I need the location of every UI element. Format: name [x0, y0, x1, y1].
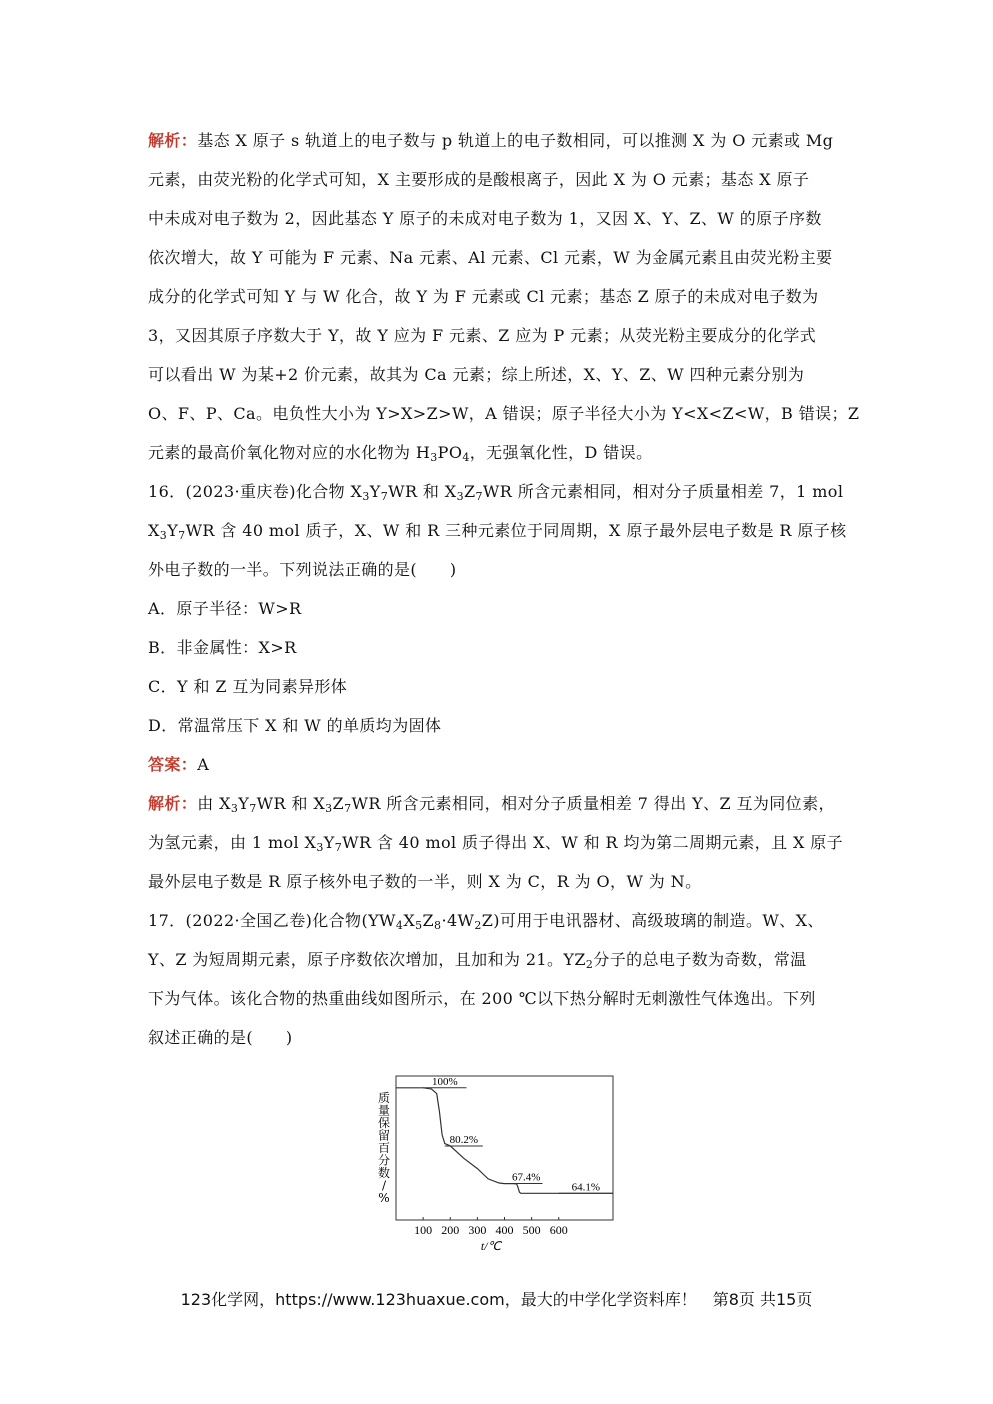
analysis-15-line-4: 依次增大，故 Y 可能为 F 元素、Na 元素、Al 元素、Cl 元素，W 为金属元素且由荧光粉主要 [148, 248, 833, 267]
analysis-15-line-1: 解析：基态 X 原子 s 轨道上的电子数与 p 轨道上的电子数相同，可以推测 X 为 O 元素或 Mg [148, 131, 834, 150]
option-c: C．Y 和 Z 互为同素异形体 [148, 677, 348, 696]
x-tick-label: 200 [441, 1223, 460, 1237]
question-17-line-2: Y、Z 为短周期元素，原子序数依次增加，且加和为 21。$YZ_2$分子的总电子数为奇数，常温 [148, 950, 807, 971]
question-16-line-1: 16．(2023·重庆卷)化合物 $X_3Y_7WR$ 和 $X_3Z_7WR$ 所含元素相同，相对分子质量相差 7，1 mol [148, 482, 844, 503]
analysis-15-line-6: 3，又因其原子序数大于 Y，故 Y 应为 F 元素、Z 应为 P 元素；从荧光粉主要成分的化学式 [148, 326, 817, 345]
analysis-16-line-2: 为氢元素，由 1 mol $X_3Y_7WR$ 含 40 mol 质子得出 X、W 和 R 均为第二周期元素，且 X 原子 [148, 833, 844, 854]
y-axis-label-char: 保 [377, 1116, 391, 1130]
analysis-15-line-3: 中未成对电子数为 2，因此基态 Y 原子的未成对电子数为 1，又因 X、Y、Z、W 的原子序数 [148, 209, 822, 228]
question-17-line-4: 叙述正确的是( ) [148, 1028, 293, 1047]
question-17-line-1: 17．(2022·全国乙卷)化合物$(YW_4X_5Z_8\cdot 4W_2Z)$可用于电讯器材、高级玻璃的制造。W、X、 [148, 911, 824, 932]
plateau-markers [423, 1076, 613, 1194]
plateau-label: 80.2% [449, 1133, 479, 1146]
x-tick-label: 400 [495, 1223, 514, 1237]
option-d: D．常温常压下 X 和 W 的单质均为固体 [148, 716, 442, 735]
y-axis-label-char: % [378, 1191, 390, 1205]
analysis-16-line-3: 最外层电子数是 R 原子核外电子数的一半，则 X 为 C，R 为 O，W 为 N。 [148, 872, 702, 891]
plot-frame [396, 1076, 613, 1220]
x-tick-label: 600 [549, 1223, 568, 1237]
analysis-16-line-1: 解析：由 $X_3Y_7WR$ 和 $X_3Z_7WR$ 所含元素相同，相对分子质量相差 7 得出 Y、Z 互为同位素， [148, 794, 835, 815]
option-a: A．原子半径：W>R [148, 599, 302, 618]
plateau-label: 100% [431, 1075, 458, 1088]
x-tick-label: 300 [468, 1223, 487, 1237]
analysis-15-line-9: 元素的最高价氧化物对应的水化物为 $H_3PO_4$，无强氧化性，D 错误。 [148, 443, 653, 464]
y-axis-label-char: 数 [377, 1166, 391, 1180]
y-axis-label-char: / [381, 1178, 387, 1193]
y-axis-label [378, 1090, 390, 1205]
plateau-label: 67.4% [511, 1171, 541, 1184]
analysis-15-line-5: 成分的化学式可知 Y 与 W 化合，故 Y 为 F 元素或 Cl 元素；基态 Z 原子的未成对电子数为 [148, 287, 819, 306]
y-axis-label-char: 质 [377, 1091, 391, 1105]
x-tick-label: 500 [522, 1223, 541, 1237]
y-axis-label-char: 分 [377, 1153, 391, 1168]
question-17-line-3: 下为气体。该化合物的热重曲线如图所示，在 200 ℃以下热分解时无刺激性气体逸出。下列 [148, 989, 816, 1008]
thermogravimetric-chart [362, 1068, 632, 1256]
option-b: B．非金属性：X>R [148, 638, 297, 657]
weight-curve [396, 1088, 613, 1194]
y-axis-label-char: 量 [377, 1103, 391, 1118]
analysis-15-line-7: 可以看出 W 为某+2 价元素，故其为 Ca 元素；综上所述，X、Y、Z、W 四种元素分别为 [148, 365, 805, 384]
page-footer: 123化学网，https://www.123huaxue.com，最大的中学化学资料库！ 第8页 共15页 [180, 1290, 813, 1309]
analysis-15-line-2: 元素，由荧光粉的化学式可知，X 主要形成的是酸根离子，因此 X 为 O 元素；基态 X 原子 [148, 170, 810, 189]
question-16-line-2: $X_3Y_7WR$ 含 40 mol 质子，X、W 和 R 三种元素位于同周期，X 原子最外层电子数是 R 原子核 [148, 521, 847, 542]
answer-16: 答案：A [148, 755, 210, 774]
y-axis-label-char: 留 [377, 1128, 391, 1143]
analysis-15-line-8: O、F、P、Ca。电负性大小为 Y>X>Z>W，A 错误；原子半径大小为 Y<X<Z<W，B 错误；Z [148, 404, 860, 423]
y-axis-label-char: 百 [377, 1141, 391, 1155]
question-16-line-3: 外电子数的一半。下列说法正确的是( ) [148, 560, 457, 579]
x-tick-label: 100 [414, 1223, 433, 1237]
plateau-label: 64.1% [571, 1181, 601, 1194]
x-axis-label: t/℃ [480, 1239, 502, 1253]
